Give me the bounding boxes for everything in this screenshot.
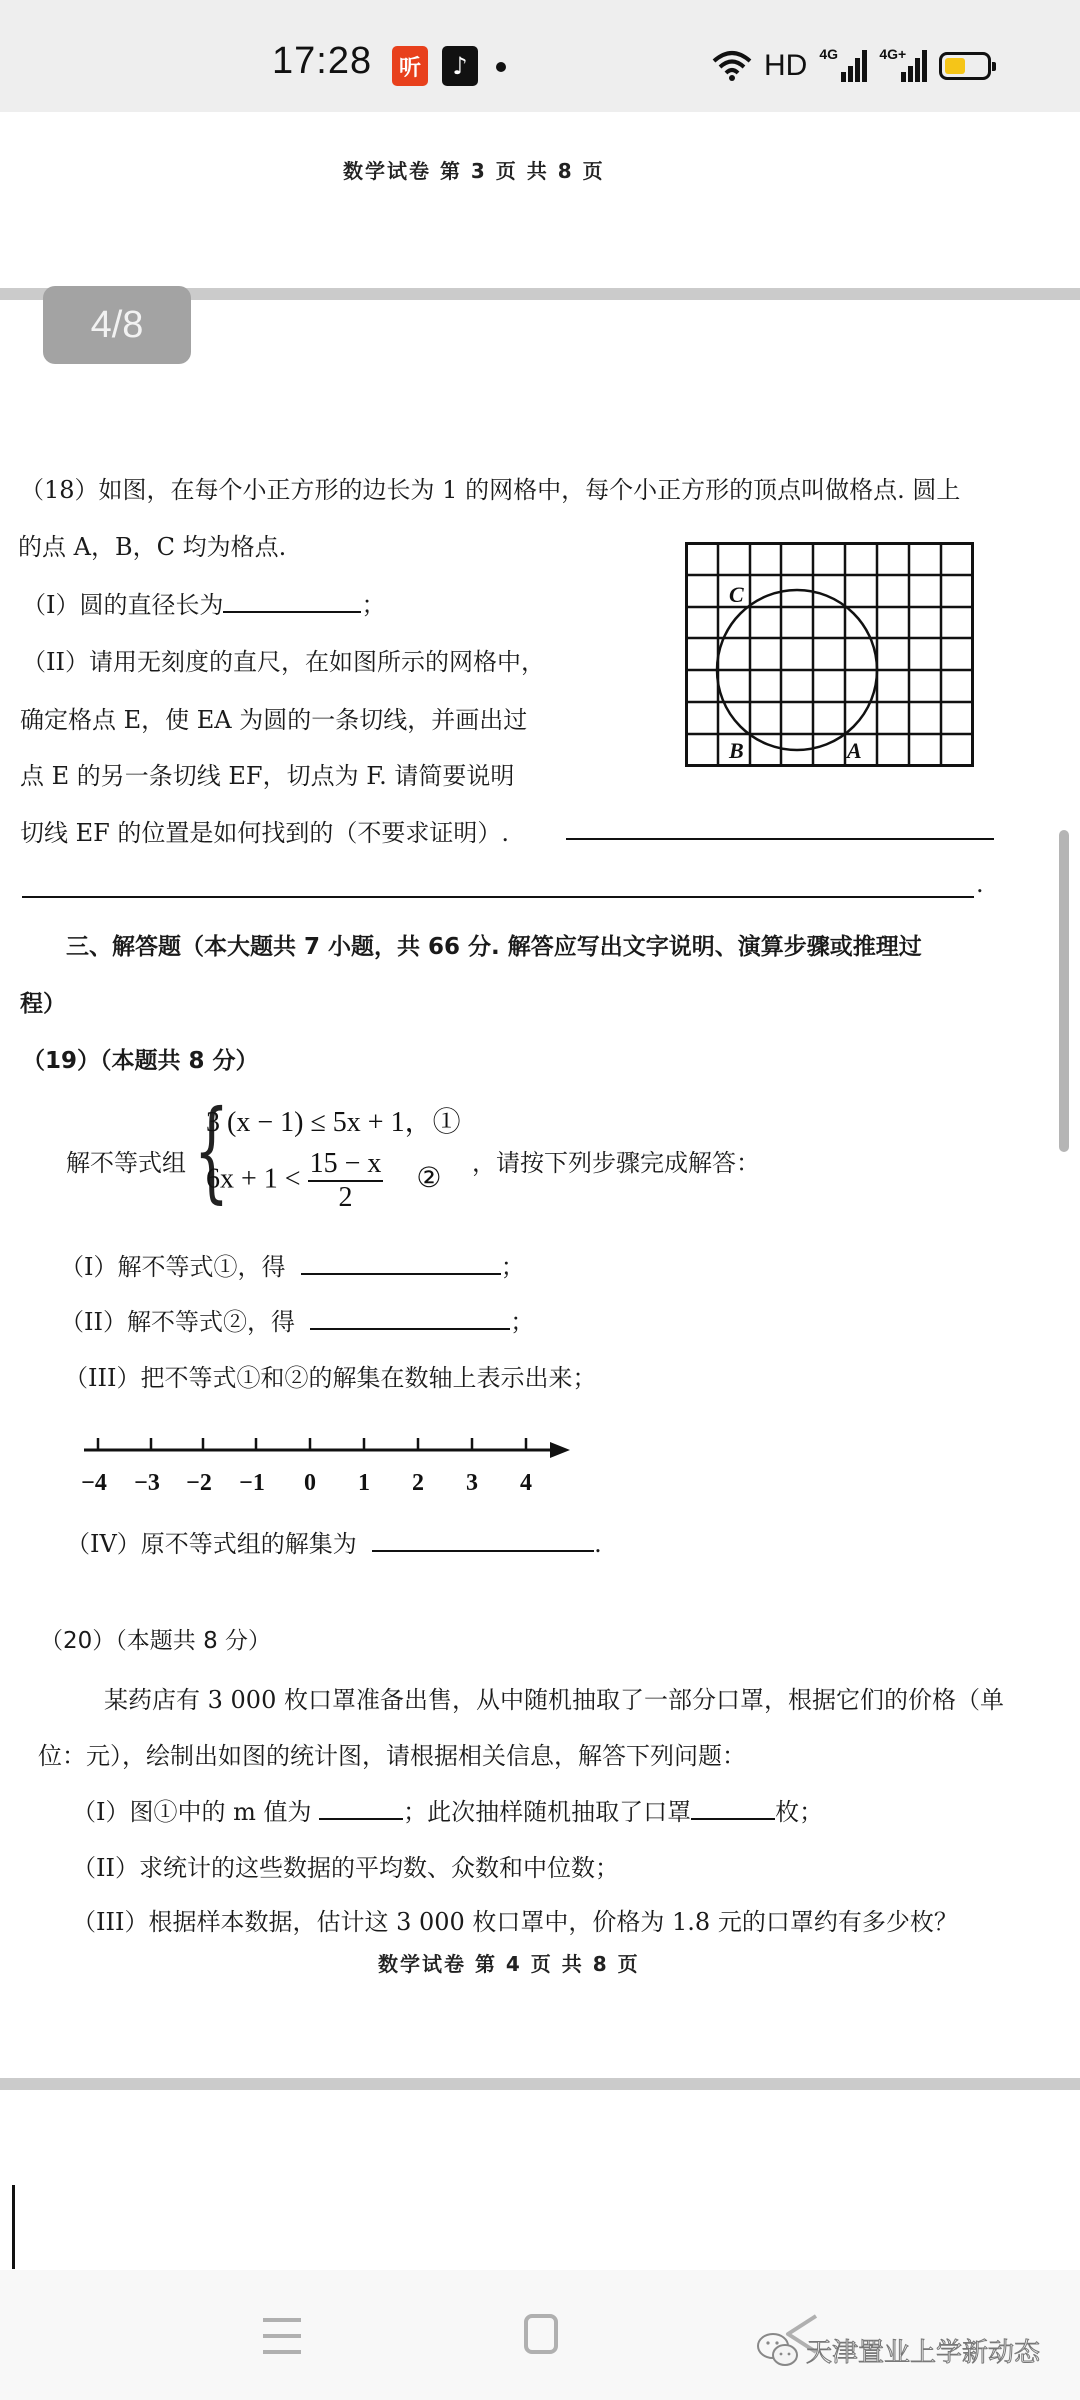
ting-app-icon: 听 — [392, 46, 428, 86]
status-indicators — [712, 44, 991, 88]
signal-sim2-icon: 4G+ — [879, 50, 927, 82]
grid-circle-figure — [685, 542, 974, 767]
menu-icon-line — [263, 2318, 301, 2322]
q20-part1: （I）图①中的 m 值为 ；此次抽样随机抽取了口罩 枚； — [72, 1798, 824, 1826]
q19-prompt-right: ，请按下列步骤完成解答： — [472, 1149, 760, 1177]
home-button[interactable] — [524, 2314, 558, 2354]
status-time: 17:28 — [272, 40, 373, 82]
svg-text:−4: −4 — [81, 1470, 107, 1496]
svg-text:−2: −2 — [186, 1470, 212, 1496]
answer-blank[interactable] — [372, 1528, 594, 1552]
svg-text:0: 0 — [304, 1470, 316, 1496]
battery-icon — [939, 52, 991, 80]
fraction: $\frac{15 - x}{2}$ — [309, 1148, 382, 1213]
q20-header: （20）（本题共 8 分） — [40, 1628, 272, 1654]
answer-line[interactable] — [566, 838, 994, 840]
recents-menu-button[interactable] — [263, 2318, 301, 2354]
wechat-watermark: 天津置业上学新动态 — [756, 2330, 1040, 2370]
svg-text:−3: −3 — [134, 1470, 160, 1496]
q20-part3: （III）根据样本数据，估计这 3 000 枚口罩中，价格为 1.8 元的口罩约有多少枚？ — [72, 1908, 958, 1936]
q18-part2-line1: （II）请用无刻度的直尺，在如图所示的网格中， — [22, 648, 545, 676]
section3-title: 三、解答题（本大题共 7 小题，共 66 分. 解答应写出文字说明、演算步骤或推理过 — [66, 934, 922, 960]
svg-text:A: A — [847, 738, 862, 763]
vertical-scrollbar[interactable] — [1059, 830, 1069, 1152]
svg-text:4: 4 — [520, 1470, 532, 1496]
q18-part2-line2: 确定格点 E，使 EA 为圆的一条切线，并画出过 — [20, 706, 528, 734]
prev-page-footer: 数学试卷 第 3 页 共 8 页 — [343, 159, 605, 183]
m-value-blank[interactable] — [319, 1796, 403, 1820]
q19-header: （19）（本题共 8 分） — [22, 1048, 259, 1074]
sample-size-blank[interactable] — [691, 1796, 775, 1820]
answer-blank[interactable] — [223, 589, 361, 613]
signal-sim1-icon: 4G — [819, 50, 867, 82]
q19-step3: （III）把不等式①和②的解集在数轴上表示出来； — [64, 1364, 597, 1392]
q18-part2-line4: 切线 EF 的位置是如何找到的（不要求证明）. — [20, 819, 510, 847]
hd-voice-indicator: HD — [764, 49, 808, 82]
q20-body-line1: 某药店有 3 000 枚口罩准备出售，从中随机抽取了一部分口罩，根据它们的价格（单 — [104, 1686, 1004, 1714]
svg-text:1: 1 — [358, 1470, 370, 1496]
system-brace: { — [194, 1086, 229, 1214]
svg-text:B: B — [729, 738, 744, 763]
number-line — [80, 1430, 570, 1500]
q18-part1: （I）圆的直径长为 ； — [22, 591, 386, 619]
answer-blank[interactable] — [301, 1251, 501, 1275]
answer-blank[interactable] — [310, 1306, 510, 1330]
q19-prompt: 解不等式组 — [66, 1149, 186, 1177]
q19-step2: （II）解不等式②，得 ； — [60, 1308, 535, 1336]
page-divider — [0, 2078, 1080, 2090]
more-notifications-dot-icon — [496, 62, 506, 72]
text-cursor — [12, 2185, 15, 2269]
q18-line1: （18）如图，在每个小正方形的边长为 1 的网格中，每个小正方形的顶点叫做格点. 圆上 — [20, 476, 961, 504]
q20-body-line2: 位：元），绘制出如图的统计图，请根据相关信息，解答下列问题： — [38, 1742, 746, 1770]
q18-line2: 的点 A，B，C 均为格点. — [18, 533, 287, 561]
wechat-icon — [756, 2330, 800, 2370]
svg-text:2: 2 — [412, 1470, 424, 1496]
q20-part2: （II）求统计的这些数据的平均数、众数和中位数； — [72, 1854, 619, 1882]
svg-text:C: C — [729, 582, 744, 607]
tiktok-icon: ♪ — [442, 46, 478, 86]
inequality-1: 3 (x − 1) ≤ 5x + 1，① — [206, 1107, 461, 1138]
svg-text:3: 3 — [466, 1470, 478, 1496]
answer-line[interactable] — [22, 896, 974, 898]
page-indicator-badge: 4/8 — [43, 286, 191, 364]
section3-title-cont: 程） — [20, 991, 66, 1017]
q19-step1: （I）解不等式①，得 ； — [60, 1253, 525, 1281]
wifi-icon — [712, 49, 752, 83]
current-page-footer: 数学试卷 第 4 页 共 8 页 — [378, 1952, 640, 1976]
q19-step4: （IV）原不等式组的解集为 . — [66, 1530, 602, 1558]
q18-part2-line3: 点 E 的另一条切线 EF，切点为 F. 请简要说明 — [20, 762, 515, 790]
svg-text:−1: −1 — [239, 1470, 265, 1496]
inequality-2: 6x + 1 < $\frac{15 - x}{2}$ ② — [206, 1148, 442, 1213]
